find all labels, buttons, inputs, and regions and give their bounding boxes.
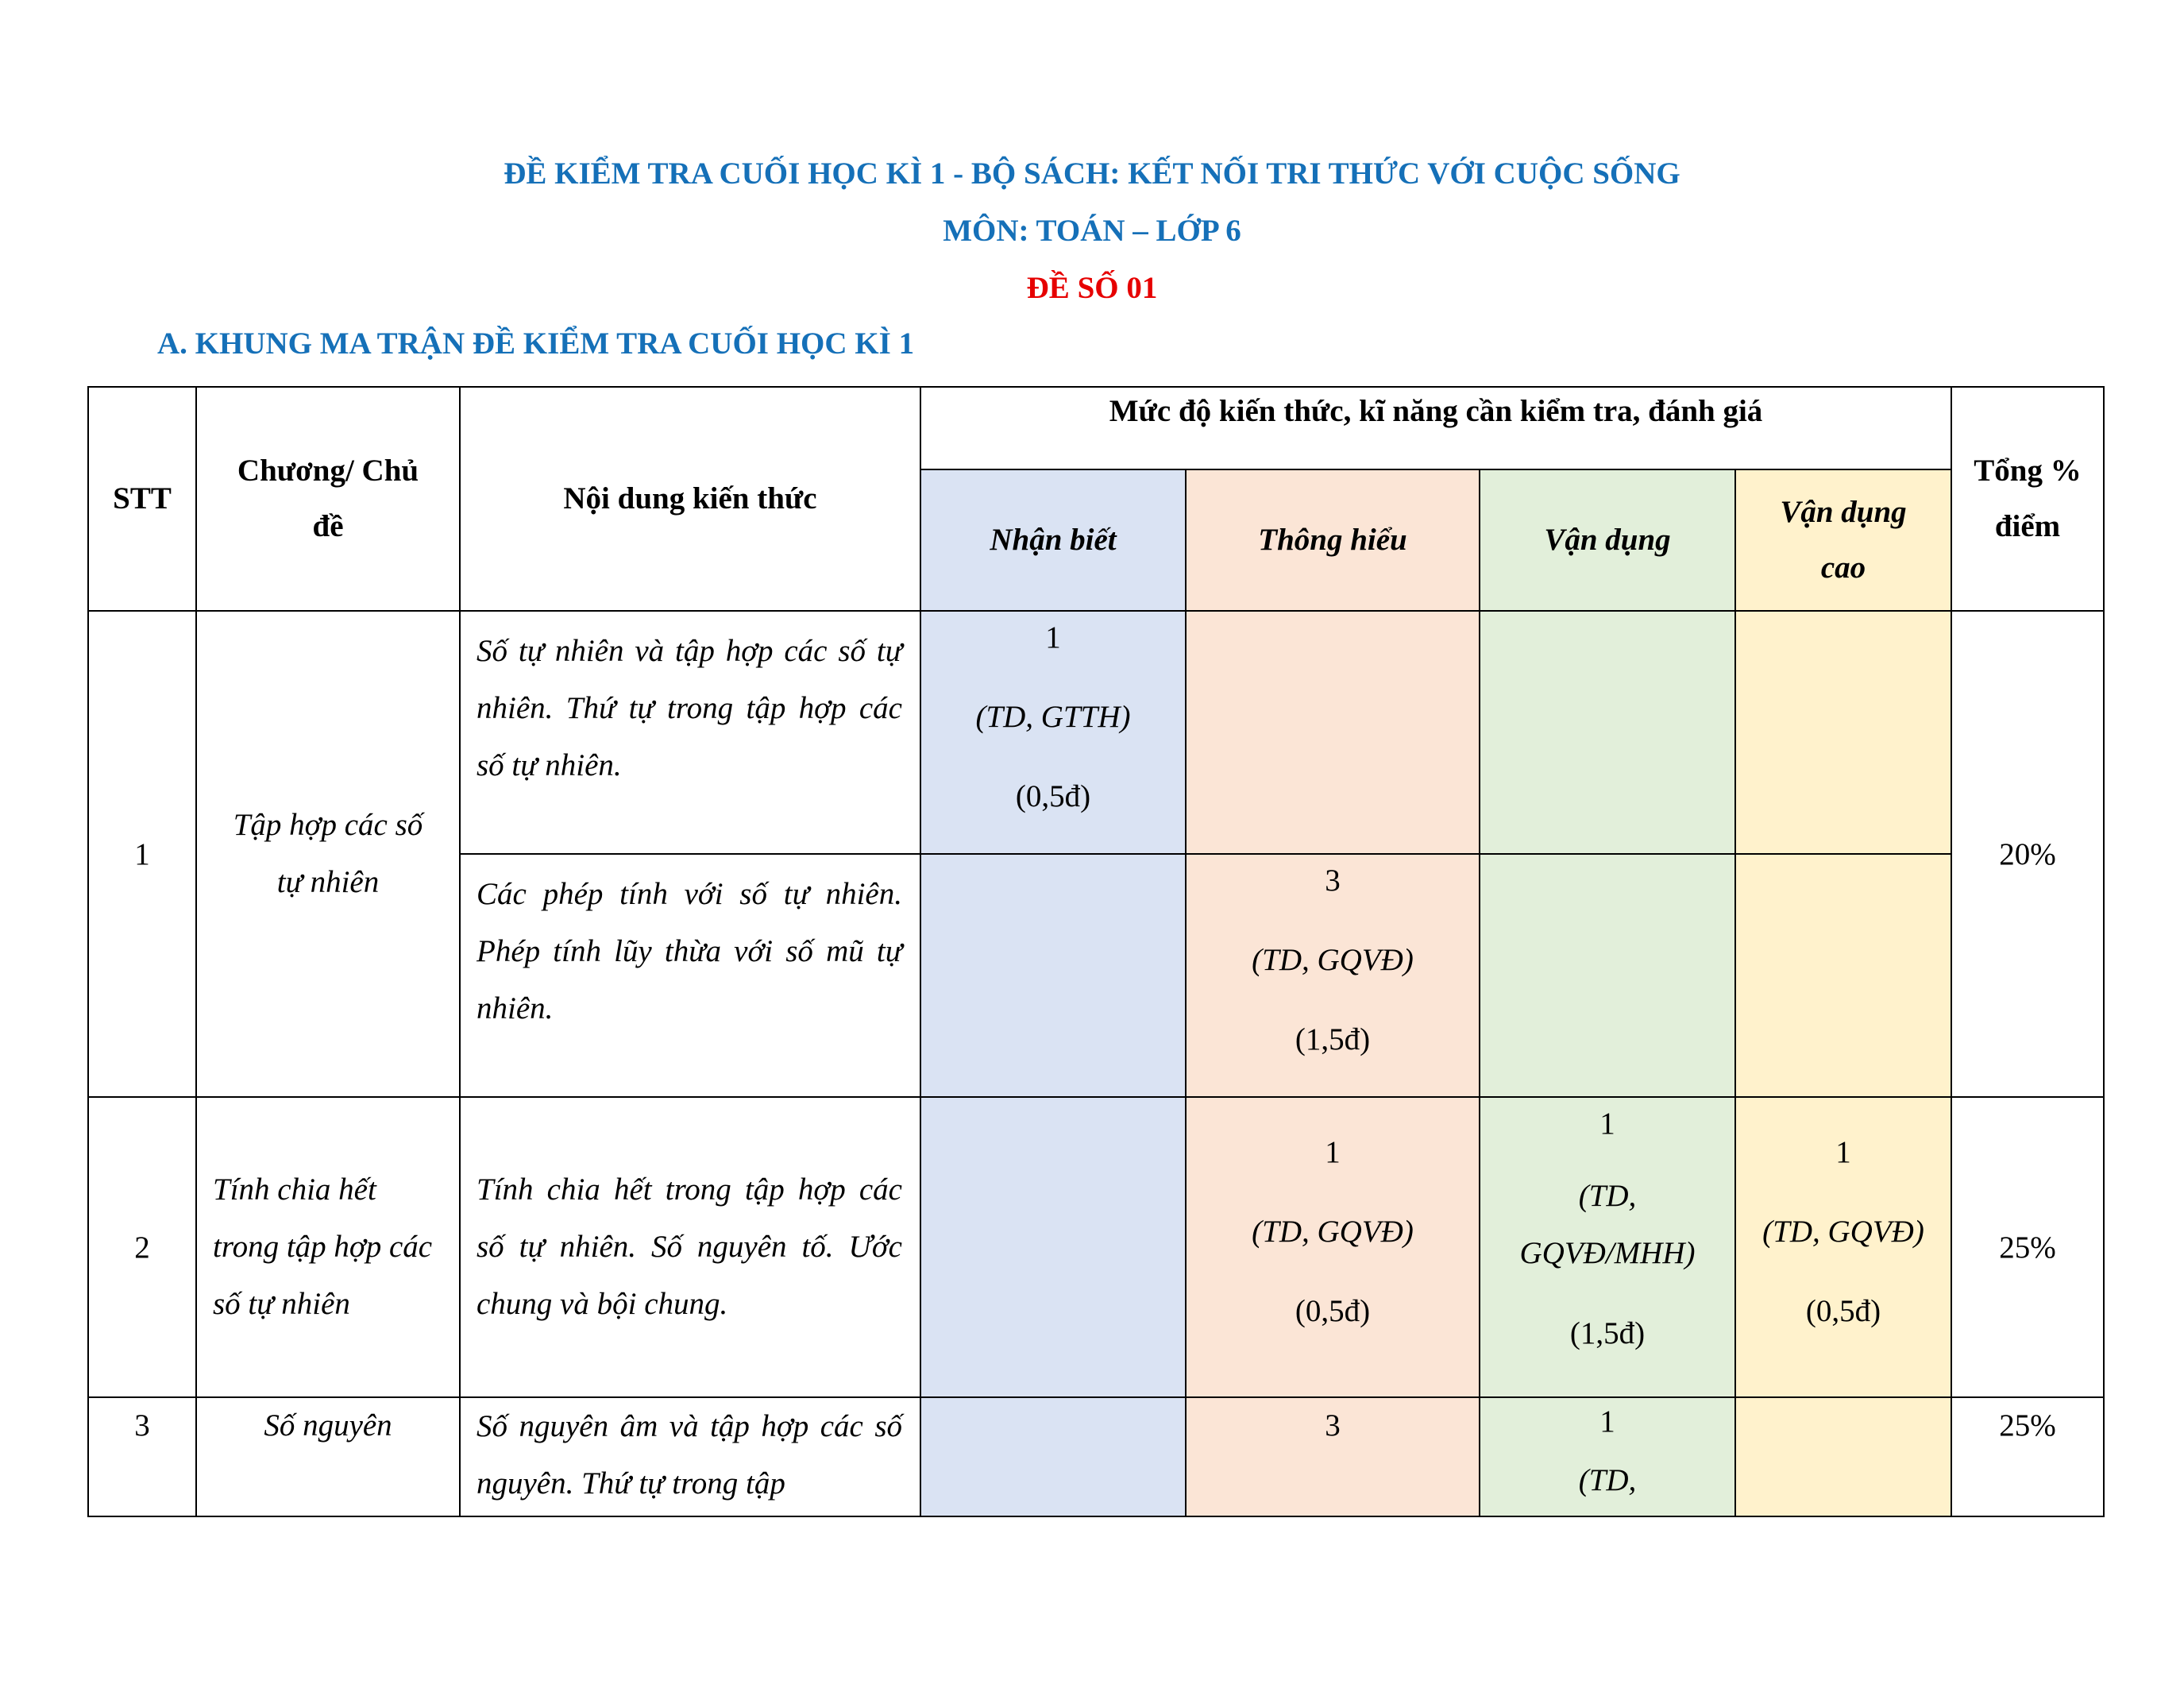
competency-code: (TD, GQVĐ) <box>1252 1215 1414 1249</box>
question-count: 1 <box>1835 1135 1851 1169</box>
cell-van-dung-cao <box>1735 611 1951 854</box>
cell-thong-hieu <box>1186 1097 1480 1397</box>
cell-thong-hieu <box>1186 611 1480 854</box>
col-header-total: Tổng % điểm <box>1951 387 2104 611</box>
col-header-van-dung: Vận dụng <box>1480 469 1735 611</box>
cell-van-dung <box>1480 1397 1735 1516</box>
question-count: 1 <box>1045 620 1061 655</box>
question-count: 1 <box>1325 1135 1341 1169</box>
row-content: Các phép tính với số tự nhiên. Phép tính lũy thừa với số mũ tự nhiên. <box>460 854 920 1097</box>
exam-number: ĐỀ SỐ 01 <box>1026 271 1158 305</box>
col-header-stt: STT <box>88 387 196 611</box>
col-header-content: Nội dung kiến thức <box>460 387 920 611</box>
question-count: 1 <box>1599 1404 1615 1439</box>
row-content: Số tự nhiên và tập hợp các số tự nhiên. Thứ tự trong tập hợp các số tự nhiên. <box>460 611 920 854</box>
cell-thong-hieu <box>1186 1397 1480 1516</box>
row-stt: 3 <box>88 1397 196 1516</box>
competency-code: (TD, <box>1578 1463 1637 1497</box>
exam-title: ĐỀ KIỂM TRA CUỐI HỌC KÌ 1 - BỘ SÁCH: KẾT NỐI TRI THỨC VỚI CUỘC SỐNG <box>504 156 1680 191</box>
cell-thong-hieu <box>1186 854 1480 1097</box>
row-content: Số nguyên âm và tập hợp các số nguyên. Thứ tự trong tập <box>460 1397 920 1516</box>
exam-matrix-table <box>87 386 2105 1517</box>
points: (1,5đ) <box>1295 1022 1371 1056</box>
row-chapter: Số nguyên <box>196 1397 460 1516</box>
cell-van-dung-cao <box>1735 854 1951 1097</box>
competency-code: (TD, GQVĐ/MHH) <box>1519 1179 1696 1270</box>
cell-van-dung <box>1480 854 1735 1097</box>
cell-nhan-biet <box>920 854 1186 1097</box>
cell-van-dung-cao <box>1735 1097 1951 1397</box>
cell-nhan-biet <box>920 1097 1186 1397</box>
row-total-percent: 25% <box>1951 1097 2104 1397</box>
question-count: 1 <box>1599 1107 1615 1141</box>
points: (1,5đ) <box>1569 1316 1646 1350</box>
cell-van-dung-cao <box>1735 1397 1951 1516</box>
row-total-percent: 20% <box>1951 611 2104 1097</box>
cell-van-dung <box>1480 1097 1735 1397</box>
row-stt: 1 <box>88 611 196 1097</box>
cell-nhan-biet <box>920 611 1186 854</box>
competency-code: (TD, GQVĐ) <box>1252 943 1414 977</box>
points: (0,5đ) <box>1015 779 1091 813</box>
cell-nhan-biet <box>920 1397 1186 1516</box>
row-total-percent: 25% <box>1951 1397 2104 1516</box>
section-heading: A. KHUNG MA TRẬN ĐỀ KIỂM TRA CUỐI HỌC KÌ 1 <box>157 326 915 361</box>
row-chapter: Tính chia hết trong tập hợp các số tự nhiên <box>196 1097 460 1397</box>
question-count: 3 <box>1325 1408 1341 1443</box>
competency-code: (TD, GTTH) <box>975 700 1131 734</box>
competency-code: (TD, GQVĐ) <box>1762 1215 1924 1249</box>
col-header-van-dung-cao: Vận dụng cao <box>1735 469 1951 611</box>
row-stt: 2 <box>88 1097 196 1397</box>
col-header-levels-group: Mức độ kiến thức, kĩ năng cần kiểm tra, đánh giá <box>920 387 1951 469</box>
points: (0,5đ) <box>1295 1294 1371 1328</box>
points: (0,5đ) <box>1805 1294 1881 1328</box>
subject-line: MÔN: TOÁN – LỚP 6 <box>943 214 1241 248</box>
row-content: Tính chia hết trong tập hợp các số tự nhiên. Số nguyên tố. Ước chung và bội chung. <box>460 1097 920 1397</box>
col-header-chapter: Chương/ Chủ đề <box>196 387 460 611</box>
col-header-thong-hieu: Thông hiểu <box>1186 469 1480 611</box>
question-count: 3 <box>1325 863 1341 898</box>
col-header-nhan-biet: Nhận biết <box>920 469 1186 611</box>
row-chapter: Tập hợp các số tự nhiên <box>196 611 460 1097</box>
cell-van-dung <box>1480 611 1735 854</box>
